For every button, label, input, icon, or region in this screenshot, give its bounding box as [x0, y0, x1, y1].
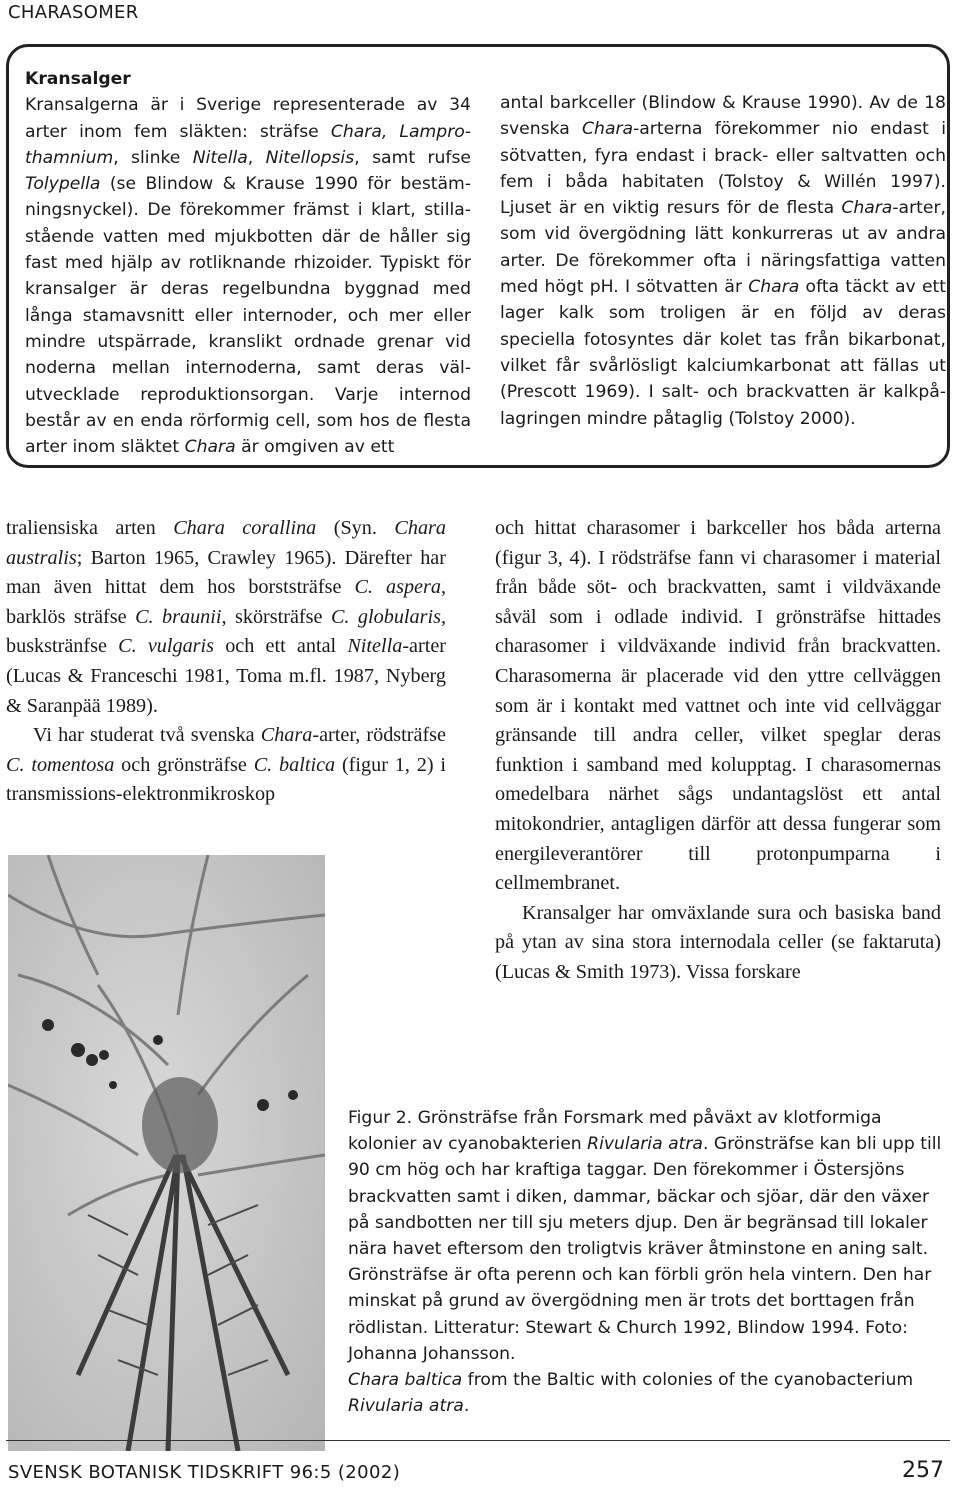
- body-paragraph: Vi har studerat två svenska Chara-arter, rödsträfse C. tomentosa och grönsträfse C. baltica (figur 1, 2) i transmissions-elektronmikroskop: [6, 724, 447, 806]
- body-left-column: [6, 514, 446, 810]
- fact-box-right-column: [500, 90, 946, 432]
- page-number: 257: [902, 1458, 944, 1483]
- caption-swedish: Figur 2. Grönsträfse från Forsmark med påväxt av klotformiga kolonier av cyanobakterien Rivularia atra. Grönsträfse kan bli upp till 90 cm hög och har kraftiga taggar. Den förekommer i Östersjöns brackvatten samt i diken, dammar, bäckar och sjöar, där den växer på sandbotten ner till sju meters djup. Den är begränsad till lokaler nära havet eftersom den troligtvis kräver åtminstone en aning salt. Grönsträfse är ofta perenn och kan förbli grön hela vintern. Den har minskat på grund av övergödning men är trots det borttagen från rödlistan. Litteratur: Stewart & Church 1992, Blindow 1994. Foto: Johanna Johansson.: [348, 1108, 942, 1364]
- fact-box-title: Kransalger: [25, 69, 131, 89]
- body-paragraph: Kransalger har omväxlande sura och basiska band på ytan av sina stora internodala celler (se faktaruta) (Lucas & Smith 1973). Vissa forskare: [495, 901, 941, 983]
- figure-caption: [348, 1105, 942, 1419]
- running-head: CHARASOMER: [8, 2, 139, 23]
- caption-english: Chara baltica from the Baltic with colonies of the cyanobacterium Rivularia atra.: [348, 1370, 914, 1417]
- chara-baltica-photo: [8, 855, 325, 1451]
- body-right-column: [495, 514, 941, 988]
- footer-divider: [6, 1440, 950, 1441]
- footer-journal: SVENSK BOTANISK TIDSKRIFT 96:5 (2002): [8, 1462, 401, 1483]
- fact-box-left-column: [25, 66, 471, 460]
- fact-box-paragraph-right: antal barkceller (Blindow & Krause 1990). Av de 18 svenska Chara-arterna förekommer nio endast i sötvatten, fyra endast i brack- eller saltvatten och fem i båda habitaten (Tolstoy & Willén 1997). Ljuset är en viktig resurs för de flesta Chara-arter, som vid övergödning lätt konkurreras ut av andra arter. De förekommer ofta i näringsfattiga vatten med högt pH. I sötvatten är Chara ofta täckt av ett lager kalk som troligen är en följd av deras speciella fotosyntes där kolet tas från bikarbonat, vilket får svårlösligt kalciumkarbonat att fällas ut (Prescott 1969). I salt- och brackvatten är kalkpålagringen mindre påtaglig (Tolstoy 2000).: [500, 93, 946, 429]
- fact-box-paragraph-left: Kransalgerna är i Sverige representerade av 34 arter inom fem släkten: sträfse Chara, Lamprothamnium, slinke Nitella, Nitellopsis, samt rufse Tolypella (se Blindow & Krause 1990 för bestämningsnyckel). De förekommer främst i klart, stillastående vatten med mjukbotten där de håller sig fast med hjälp av rotliknande rhizoider. Typiskt för kransalger är deras regelbundna byggnad med långa stamavsnitt eller internoder, och mer eller mindre utspärrade, kranslikt ordnade grenar vid noderna mellan internoderna, samt deras välutvecklade reproduktionsorgan. Varje internod består av en enda rörformig cell, som hos de flesta arter inom släktet Chara är omgiven av ett: [25, 95, 471, 458]
- fact-box: [6, 44, 950, 468]
- figure-photo: [8, 855, 325, 1451]
- body-paragraph: och hittat charasomer i barkceller hos båda arterna (figur 3, 4). I rödsträfse fann vi charasomer i material från både söt- och brackvatten, samt i vildväxande såväl som i odlade individ. I grönsträfse hittades charasomer i vildväxande individ från brackvatten. Charasomerna är placerade vid den yttre cellväggen som är i kontakt med vattnet och inte vid cellväggar gränsande till andra celler, vilket speglar deras funktion i samband med kolupptag. I charasomernas omedelbara närhet sågs undantagslöst ett antal mitokondrier, antagligen därför att dessa fungerar som energileverantörer till protonpumparna i cellmembranet.: [495, 517, 941, 895]
- body-paragraph: traliensiska arten Chara corallina (Syn. Chara australis; Barton 1965, Crawley 1965). Därefter har man även hittat dem hos borststräfse C. aspera, barklös sträfse C. braunii, skörsträfse C. globularis, buskstränfse C. vulgaris och ett antal Nitella-arter (Lucas & Franceschi 1981, Toma m.fl. 1987, Nyberg & Saranpää 1989).: [6, 517, 447, 717]
